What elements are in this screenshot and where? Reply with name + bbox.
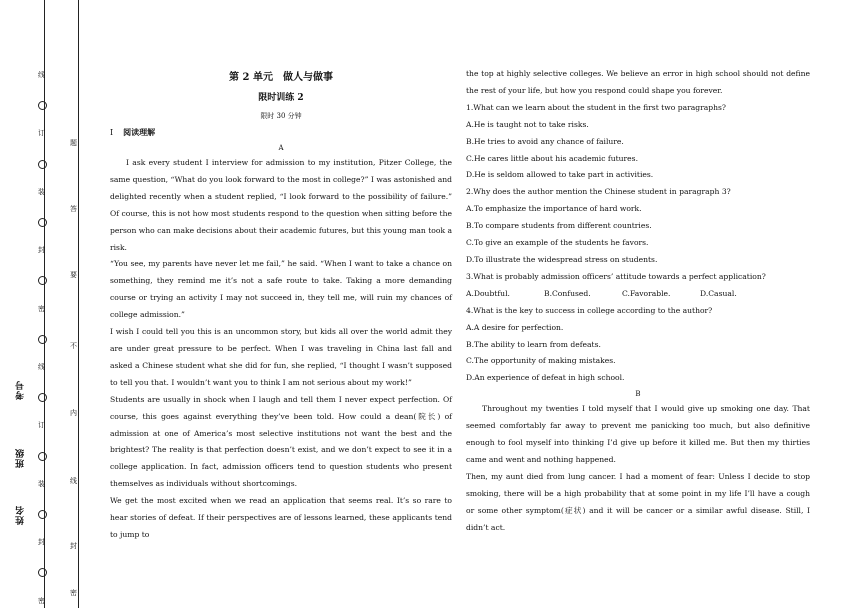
question-option: B.Confused. [544, 288, 591, 298]
binding-circle [38, 335, 47, 344]
question-option: B.To compare students from different countries. [466, 221, 652, 231]
binding-char: 线 [38, 363, 45, 371]
binding-circle [38, 393, 47, 402]
question-option: D.Casual. [700, 288, 737, 298]
question-stem: 2.Why does the author mention the Chinese student in paragraph 3? [466, 187, 731, 197]
question-option: A.He is taught not to take risks. [466, 119, 589, 129]
question-option: C.He cares little about his academic futures. [466, 153, 638, 163]
binding-char: 线 [38, 71, 45, 79]
binding-char: 装 [38, 187, 45, 196]
time-limit: 限时 30 分钟 [260, 112, 302, 120]
binding-inner-char: 密 [70, 589, 77, 597]
passage-a-paragraph: “You see, my parents have never let me fail,” he said. “When I want to take a chance on something, they remind me it’s not a safe route to take. Taking a more demanding course or trying an activity I may not succeed in, they tell me, will ruin my chances of college admission.” [110, 259, 452, 320]
binding-inner-char: 题 [70, 139, 77, 147]
question-option: C.The opportunity of making mistakes. [466, 356, 616, 366]
binding-circle [38, 568, 47, 577]
passage-a-paragraph: I wish I could tell you this is an uncommon story, but kids all over the world admit they are under great pressure to be perfect. When I was traveling in China last fall and asked a Chinese student what she did for fun, she replied, “I thought I wasn’t supposed to tell you that. I wouldn’t want you to think I am not serious about my work!” [110, 327, 452, 387]
binding-circle [38, 276, 47, 285]
binding-char: 装 [38, 479, 45, 488]
binding-circle [38, 452, 47, 461]
page-title: 第 2 单元 做人与做事 [229, 72, 333, 83]
passage-a-continuation: the top at highly selective colleges. We believe an error in high school should not define the rest of your life, but how you respond could shape you forever. [466, 69, 810, 95]
binding-char: 封 [38, 538, 45, 547]
left-column [110, 66, 452, 544]
binding-inner-char: 不 [70, 342, 77, 350]
passage-b-label: B [635, 390, 641, 399]
binding-char: 密 [38, 596, 45, 605]
question-stem: 4.What is the key to success in college according to the author? [466, 305, 713, 315]
section-number: Ⅰ [110, 128, 114, 137]
label-exam-number: 考号 [16, 380, 26, 400]
binding-inner-char: 封 [70, 542, 77, 550]
question-option: C.Favorable. [622, 288, 671, 298]
question-option: A.Doubtful. [466, 288, 510, 298]
question-option: D.To illustrate the widespread stress on students. [466, 254, 658, 264]
question-option: B.He tries to avoid any chance of failure. [466, 136, 624, 146]
passage-a-label: A [278, 144, 284, 152]
question-option: B.The ability to learn from defeats. [466, 339, 601, 349]
question-options-row [466, 286, 810, 303]
passage-a-paragraph: Students are usually in shock when I laugh and tell them I never expect perfection. Of course, this goes against everything they’ve been told. How could a dean(院长) of admission at one of America’s most selective institutions not want the best and the brightest? The reality is that perfection doesn’t exist, and we don’t expect to see it in a college application. In fact, admission officers tend to question students who present themselves as individuals without shortcomings. [110, 394, 452, 489]
page-subtitle: 限时训练 2 [258, 93, 304, 103]
binding-inner-char: 内 [70, 409, 77, 417]
binding-inner-char: 答 [70, 205, 77, 213]
binding-circle [38, 218, 47, 227]
binding-inner-char: 要 [70, 271, 77, 279]
question-option: C.To give an example of the students he favors. [466, 238, 649, 248]
section-heading [110, 124, 452, 141]
question-option: A.To emphasize the importance of hard work. [466, 204, 642, 214]
label-class: 班级 [16, 448, 26, 468]
binding-char: 订 [38, 421, 45, 430]
label-name: 姓名 [16, 505, 26, 525]
question-option: D.He is seldom allowed to take part in activities. [466, 170, 654, 180]
binding-char: 封 [38, 246, 45, 255]
binding-char: 订 [38, 129, 45, 138]
right-column [466, 66, 810, 536]
question-stem: 3.What is probably admission officers’ attitude towards a perfect application? [466, 271, 766, 281]
section-name: 阅读理解 [123, 127, 156, 137]
passage-a-paragraph: I ask every student I interview for admission to my institution, Pitzer College, the same question, “What do you look forward to the most in college?” I was astonished and delighted recently when a student replied, “I look forward to the possibility of failure.” Of course, this is not how most students respond to the question when sitting before the person who can make decisions about their academic futures, but this young man took a risk. [110, 158, 452, 252]
passage-b-paragraph: Then, my aunt died from lung cancer. I had a moment of fear: Unless I decide to stop smoking, there will be a high probability that at some point in my life I’ll have a cough or some other symptom(症状) and it will be cancer or a similar awful disease. Still, I didn’t act. [466, 471, 810, 532]
passage-a-paragraph: We get the most excited when we read an application that seems real. It’s so rare to hear stories of defeat. If their perspectives are of lessons learned, these applicants tend to jump to [110, 496, 452, 539]
binding-inner-char: 线 [70, 477, 77, 485]
question-stem: 1.What can we learn about the student in the first two paragraphs? [466, 102, 726, 112]
binding-circle [38, 160, 47, 169]
binding-circle [38, 510, 47, 519]
binding-line-inner [78, 0, 79, 608]
binding-char: 密 [38, 304, 45, 313]
passage-b-paragraph: Throughout my twenties I told myself that I would give up smoking one day. That seemed comfortably far away to prevent me panicking too much, but also definitive enough to fool myself into thinking I’d give up before it killed me. But then my thirties came and went and nothing happened. [466, 404, 810, 464]
question-option: D.An experience of defeat in high school. [466, 373, 625, 383]
question-option: A.A desire for perfection. [466, 322, 564, 332]
binding-circle [38, 101, 47, 110]
